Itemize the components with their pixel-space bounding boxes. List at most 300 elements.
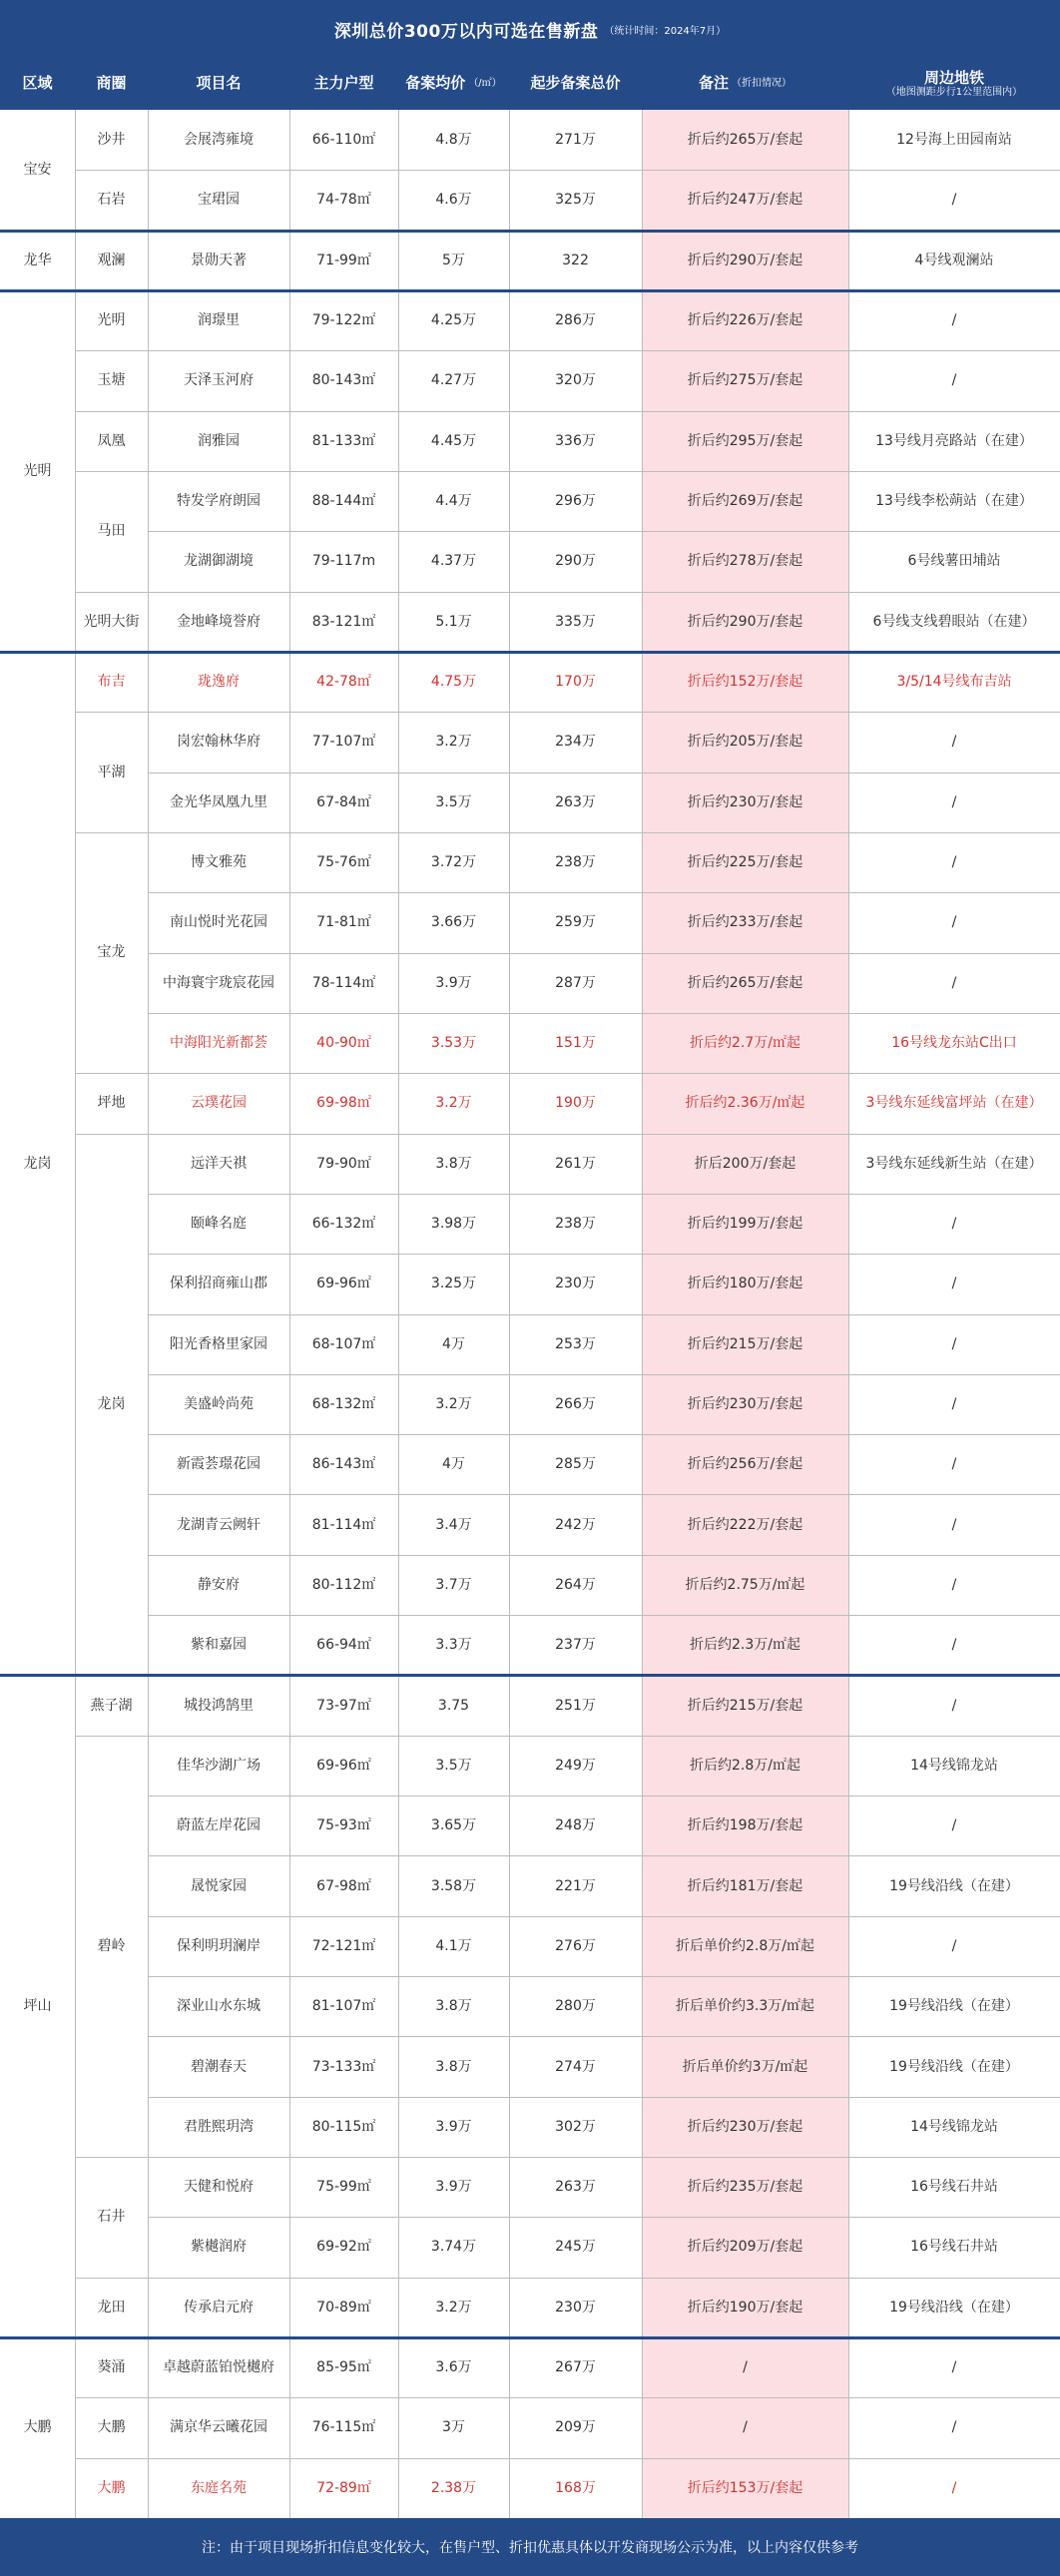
header-metro-note: （地图测距步行1公里范围内） — [885, 86, 1023, 98]
discount-remark-cell — [642, 2397, 848, 2457]
project-name: 特发学府朗园 — [177, 493, 261, 510]
title-note: （统计时间：2024年7月） — [604, 25, 727, 37]
start-total-price-cell — [509, 1434, 642, 1494]
row-divider — [148, 1254, 1060, 1255]
main-layout: 72-89㎡ — [316, 2479, 371, 2496]
start-total-price-cell — [509, 2397, 642, 2457]
avg-price-cell — [398, 773, 509, 832]
avg-price: 3.5万 — [435, 793, 472, 810]
nearby-metro: 4号线观澜站 — [914, 252, 994, 268]
project-name: 静安府 — [198, 1576, 240, 1593]
region-cell — [0, 290, 75, 652]
project-name-cell — [148, 652, 289, 712]
avg-price-cell — [398, 1134, 509, 1194]
main-layout-cell — [289, 1615, 398, 1675]
nearby-metro: 3/5/14号线布吉站 — [896, 674, 1012, 691]
start-total-price: 230万 — [555, 2299, 596, 2316]
area-cell — [75, 1134, 148, 1676]
avg-price: 4万 — [442, 1456, 465, 1473]
start-total-price-cell — [509, 1013, 642, 1073]
project-name: 天泽玉河府 — [184, 372, 254, 389]
area-name: 坪地 — [97, 1095, 126, 1112]
footer-note: 注：由于项目现场折扣信息变化较大，在售户型、折扣优惠具体以开发商现场公示为准，以上内容仅供参考 — [0, 2518, 1060, 2576]
avg-price-cell — [398, 2458, 509, 2518]
nearby-metro-cell — [848, 170, 1060, 230]
nearby-metro-cell — [848, 1134, 1060, 1194]
title-bar — [0, 0, 1060, 58]
row-divider — [148, 1434, 1060, 1435]
project-name: 蔚蓝左岸花园 — [177, 1817, 261, 1834]
project-name: 颐峰名庭 — [191, 1215, 247, 1232]
avg-price-cell — [398, 110, 509, 170]
discount-remark: 折后约152万/套起 — [687, 674, 803, 691]
avg-price: 3.53万 — [430, 1034, 477, 1051]
discount-remark-cell — [642, 110, 848, 170]
nearby-metro: 16号线石井站 — [910, 2239, 998, 2256]
avg-price: 3.9万 — [435, 2118, 472, 2135]
project-name: 紫和嘉园 — [191, 1637, 247, 1654]
discount-remark: 折后约2.75万/㎡起 — [685, 1576, 805, 1593]
nearby-metro: 16号线石井站 — [910, 2179, 998, 2196]
discount-remark: 折后约2.8万/㎡起 — [690, 1757, 800, 1774]
avg-price: 3.4万 — [435, 1516, 472, 1533]
avg-price: 4.1万 — [435, 1937, 472, 1954]
avg-price: 3.8万 — [435, 2058, 472, 2075]
start-total-price-cell — [509, 170, 642, 230]
start-total-price: 336万 — [555, 432, 596, 449]
discount-remark-cell — [642, 1194, 848, 1254]
row-divider — [148, 1314, 1060, 1315]
discount-remark-cell — [642, 1615, 848, 1675]
discount-remark-cell — [642, 712, 848, 772]
nearby-metro: / — [951, 793, 957, 810]
discount-remark-cell — [642, 1134, 848, 1194]
avg-price-cell — [398, 2337, 509, 2397]
main-layout: 72-121㎡ — [311, 1937, 376, 1954]
nearby-metro-cell — [848, 1976, 1060, 2036]
nearby-metro-cell — [848, 2036, 1060, 2096]
project-name: 润璟里 — [198, 312, 240, 329]
area-cell — [75, 350, 148, 410]
main-layout-cell — [289, 2097, 398, 2157]
avg-price-cell — [398, 1976, 509, 2036]
discount-remark-cell — [642, 471, 848, 531]
nearby-metro: 16号线龙东站C出口 — [891, 1034, 1017, 1051]
start-total-price-cell — [509, 892, 642, 952]
area-name: 葵涌 — [97, 2359, 126, 2376]
project-name-cell — [148, 110, 289, 170]
area-name: 宝龙 — [97, 944, 126, 961]
discount-remark: 折后约180万/套起 — [687, 1276, 803, 1292]
nearby-metro-cell — [848, 592, 1060, 652]
start-total-price-cell — [509, 1194, 642, 1254]
main-layout: 88-144㎡ — [311, 493, 376, 510]
header-remark-label: 备注 — [698, 74, 729, 93]
nearby-metro: / — [951, 1215, 957, 1232]
project-name-cell — [148, 471, 289, 531]
start-total-price-cell — [509, 1494, 642, 1554]
nearby-metro-cell — [848, 1374, 1060, 1434]
main-layout-cell — [289, 2217, 398, 2277]
avg-price-cell — [398, 892, 509, 952]
discount-remark-cell — [642, 592, 848, 652]
main-layout-cell — [289, 1796, 398, 1855]
page-title: 深圳总价300万以内可选在售新盘 — [333, 21, 599, 42]
avg-price: 3.7万 — [435, 1576, 472, 1593]
start-total-price-cell — [509, 2217, 642, 2277]
project-name-cell — [148, 2278, 289, 2337]
main-layout-cell — [289, 1555, 398, 1615]
start-total-price-cell — [509, 1254, 642, 1313]
region-cell — [0, 110, 75, 231]
main-layout-cell — [289, 652, 398, 712]
avg-price: 3.6万 — [435, 2359, 472, 2376]
main-layout: 75-99㎡ — [316, 2179, 371, 2196]
avg-price-cell — [398, 411, 509, 471]
nearby-metro-cell — [848, 231, 1060, 290]
discount-remark-cell — [642, 2217, 848, 2277]
avg-price: 3.66万 — [430, 914, 477, 931]
row-divider — [75, 592, 1060, 593]
main-layout: 76-115㎡ — [311, 2419, 376, 2436]
row-divider — [148, 1916, 1060, 1917]
discount-remark-cell — [642, 2458, 848, 2518]
start-total-price-cell — [509, 1796, 642, 1855]
main-layout-cell — [289, 1314, 398, 1374]
discount-remark-cell — [642, 1494, 848, 1554]
area-name: 龙岗 — [97, 1395, 126, 1412]
main-layout-cell — [289, 712, 398, 772]
main-layout: 81-133㎡ — [311, 432, 376, 449]
header-region — [0, 58, 75, 110]
main-layout-cell — [289, 1736, 398, 1796]
nearby-metro: 13号线李松蒴站（在建） — [875, 493, 1033, 510]
nearby-metro-cell — [848, 1675, 1060, 1735]
nearby-metro: / — [951, 1817, 957, 1834]
region-name: 龙华 — [23, 252, 52, 268]
nearby-metro-cell — [848, 1434, 1060, 1494]
start-total-price-cell — [509, 1736, 642, 1796]
avg-price-cell — [398, 1796, 509, 1855]
listing-table — [0, 58, 1060, 2518]
discount-remark-cell — [642, 1675, 848, 1735]
main-layout: 79-117m — [311, 553, 376, 570]
discount-remark-cell — [642, 953, 848, 1013]
main-layout-cell — [289, 1194, 398, 1254]
project-name: 金地峰境誉府 — [177, 613, 261, 630]
start-total-price: 302万 — [555, 2118, 596, 2135]
discount-remark: 折后约233万/套起 — [687, 914, 803, 931]
header-avg-price — [398, 58, 509, 110]
nearby-metro-cell — [848, 1916, 1060, 1976]
start-total-price-cell — [509, 1134, 642, 1194]
start-total-price: 325万 — [555, 192, 596, 209]
avg-price-cell — [398, 531, 509, 591]
header-avg-price-label: 备案均价 — [405, 74, 466, 93]
discount-remark: 折后约230万/套起 — [687, 793, 803, 810]
project-name: 新霞荟璟花园 — [177, 1456, 261, 1473]
project-name: 佳华沙湖广场 — [177, 1757, 261, 1774]
row-divider — [75, 1134, 1060, 1135]
nearby-metro-cell — [848, 1494, 1060, 1554]
avg-price-cell — [398, 652, 509, 712]
nearby-metro: 6号线支线碧眼站（在建） — [872, 613, 1036, 630]
avg-price-cell — [398, 471, 509, 531]
nearby-metro-cell — [848, 2458, 1060, 2518]
nearby-metro: / — [951, 974, 957, 991]
area-cell — [75, 652, 148, 712]
project-name: 深业山水东城 — [177, 1998, 261, 2015]
start-total-price: 253万 — [555, 1335, 596, 1352]
avg-price: 3.8万 — [435, 1998, 472, 2015]
nearby-metro-cell — [848, 1736, 1060, 1796]
region-name: 大鹏 — [23, 2419, 52, 2436]
project-name-cell — [148, 2036, 289, 2096]
start-total-price-cell — [509, 1675, 642, 1735]
discount-remark-cell — [642, 170, 848, 230]
region-name: 光明 — [23, 462, 52, 479]
main-layout-cell — [289, 2458, 398, 2518]
header-remark — [642, 58, 848, 110]
avg-price: 3.2万 — [435, 1395, 472, 1412]
nearby-metro: / — [951, 1697, 957, 1714]
start-total-price: 209万 — [555, 2419, 596, 2436]
project-name-cell — [148, 290, 289, 350]
main-layout-cell — [289, 1254, 398, 1313]
area-cell — [75, 2337, 148, 2397]
main-layout-cell — [289, 592, 398, 652]
project-name-cell — [148, 2397, 289, 2457]
discount-remark-cell — [642, 832, 848, 892]
avg-price-cell — [398, 1855, 509, 1915]
start-total-price: 274万 — [555, 2058, 596, 2075]
avg-price: 3.75 — [437, 1697, 470, 1714]
start-total-price: 221万 — [555, 1877, 596, 1894]
header-metro-label: 周边地铁 — [923, 68, 984, 87]
area-cell — [75, 110, 148, 170]
project-name: 远洋天祺 — [191, 1155, 247, 1172]
nearby-metro-cell — [848, 1013, 1060, 1073]
nearby-metro: / — [951, 1276, 957, 1292]
row-divider — [75, 2278, 1060, 2279]
header-metro — [848, 58, 1060, 110]
discount-remark: 折后约247万/套起 — [687, 192, 803, 209]
start-total-price-cell — [509, 1314, 642, 1374]
nearby-metro: / — [951, 1395, 957, 1412]
row-divider — [75, 2458, 1060, 2459]
main-layout: 80-143㎡ — [311, 372, 376, 389]
nearby-metro-cell — [848, 2278, 1060, 2337]
project-name-cell — [148, 953, 289, 1013]
nearby-metro-cell — [848, 2217, 1060, 2277]
discount-remark: 折后约275万/套起 — [687, 372, 803, 389]
start-total-price: 335万 — [555, 613, 596, 630]
nearby-metro: / — [951, 312, 957, 329]
nearby-metro: / — [951, 854, 957, 870]
main-layout: 69-98㎡ — [316, 1095, 371, 1112]
nearby-metro: 6号线薯田埔站 — [907, 553, 1001, 570]
start-total-price: 245万 — [555, 2239, 596, 2256]
main-layout-cell — [289, 892, 398, 952]
avg-price: 3.3万 — [435, 1637, 472, 1654]
row-divider — [75, 471, 1060, 472]
avg-price-cell — [398, 2157, 509, 2217]
discount-remark-cell — [642, 1796, 848, 1855]
avg-price: 4.8万 — [435, 132, 472, 149]
discount-remark: 折后约226万/套起 — [687, 312, 803, 329]
avg-price-cell — [398, 231, 509, 290]
nearby-metro: 19号线沿线（在建） — [889, 2058, 1019, 2075]
discount-remark: 折后单价约3.3万/㎡起 — [676, 1998, 814, 2015]
header-region-label: 区域 — [22, 74, 53, 93]
start-total-price: 248万 — [555, 1817, 596, 1834]
project-name-cell — [148, 2458, 289, 2518]
project-name: 博文雅苑 — [191, 854, 247, 870]
main-layout: 75-93㎡ — [316, 1817, 371, 1834]
avg-price: 3.72万 — [430, 854, 477, 870]
area-cell — [75, 2157, 148, 2278]
project-name-cell — [148, 1615, 289, 1675]
main-layout-cell — [289, 1073, 398, 1133]
discount-remark: 折后约198万/套起 — [687, 1817, 803, 1834]
avg-price: 3.58万 — [430, 1877, 477, 1894]
start-total-price-cell — [509, 953, 642, 1013]
discount-remark: 折后约269万/套起 — [687, 493, 803, 510]
main-layout-cell — [289, 1013, 398, 1073]
avg-price-cell — [398, 1916, 509, 1976]
project-name-cell — [148, 832, 289, 892]
nearby-metro-cell — [848, 1855, 1060, 1915]
discount-remark: 折后约265万/套起 — [687, 132, 803, 149]
avg-price-cell — [398, 1194, 509, 1254]
nearby-metro: 12号海上田园南站 — [896, 132, 1012, 149]
start-total-price: 249万 — [555, 1757, 596, 1774]
row-divider — [148, 1855, 1060, 1856]
nearby-metro: / — [951, 1576, 957, 1593]
main-layout: 68-107㎡ — [311, 1335, 376, 1352]
start-total-price-cell — [509, 2036, 642, 2096]
row-divider — [148, 953, 1060, 954]
main-layout: 80-115㎡ — [311, 2118, 376, 2135]
main-layout: 69-96㎡ — [316, 1757, 371, 1774]
project-name: 会展湾雍境 — [184, 132, 254, 149]
start-total-price-cell — [509, 2337, 642, 2397]
discount-remark: 折后约2.7万/㎡起 — [690, 1034, 800, 1051]
project-name-cell — [148, 712, 289, 772]
row-divider — [148, 892, 1060, 893]
main-layout: 67-98㎡ — [316, 1877, 371, 1894]
nearby-metro-cell — [848, 110, 1060, 170]
discount-remark: 折后约215万/套起 — [687, 1335, 803, 1352]
project-name: 保利招商雍山郡 — [170, 1276, 267, 1292]
discount-remark: 折后约295万/套起 — [687, 432, 803, 449]
nearby-metro-cell — [848, 471, 1060, 531]
project-name: 润雅园 — [198, 432, 240, 449]
main-layout: 66-110㎡ — [311, 132, 376, 149]
area-cell — [75, 170, 148, 230]
avg-price-cell — [398, 1434, 509, 1494]
area-cell — [75, 290, 148, 350]
discount-remark-cell — [642, 1855, 848, 1915]
avg-price: 4.75万 — [430, 674, 477, 691]
nearby-metro-cell — [848, 350, 1060, 410]
main-layout: 73-97㎡ — [316, 1697, 371, 1714]
nearby-metro: / — [951, 192, 957, 209]
area-name: 石井 — [97, 2209, 126, 2226]
discount-remark-cell — [642, 2157, 848, 2217]
nearby-metro: 19号线沿线（在建） — [889, 2299, 1019, 2316]
nearby-metro-cell — [848, 773, 1060, 832]
project-name-cell — [148, 170, 289, 230]
start-total-price: 266万 — [555, 1395, 596, 1412]
discount-remark: 折后约256万/套起 — [687, 1456, 803, 1473]
avg-price-cell — [398, 1073, 509, 1133]
avg-price: 5.1万 — [435, 613, 472, 630]
project-name-cell — [148, 1073, 289, 1133]
area-cell — [75, 411, 148, 471]
discount-remark-cell — [642, 2097, 848, 2157]
row-divider — [75, 170, 1060, 171]
avg-price: 3.2万 — [435, 734, 472, 751]
main-layout-cell — [289, 471, 398, 531]
discount-remark: 折后约205万/套起 — [687, 734, 803, 751]
nearby-metro-cell — [848, 652, 1060, 712]
nearby-metro-cell — [848, 1073, 1060, 1133]
discount-remark: 折后单价约2.8万/㎡起 — [676, 1937, 814, 1954]
project-name-cell — [148, 1675, 289, 1735]
project-name-cell — [148, 892, 289, 952]
avg-price: 4万 — [442, 1335, 465, 1352]
discount-remark: 折后单价约3万/㎡起 — [682, 2058, 808, 2075]
project-name-cell — [148, 2157, 289, 2217]
start-total-price: 259万 — [555, 914, 596, 931]
project-name: 龙湖青云阙轩 — [177, 1516, 261, 1533]
project-name: 碧潮春天 — [191, 2058, 247, 2075]
row-divider — [148, 2097, 1060, 2098]
area-cell — [75, 231, 148, 290]
nearby-metro: / — [951, 2479, 957, 2496]
nearby-metro: 3号线东延线富坪站（在建） — [865, 1095, 1043, 1112]
project-name: 晟悦家园 — [191, 1877, 247, 1894]
discount-remark: 折后约222万/套起 — [687, 1516, 803, 1533]
row-divider — [75, 2397, 1060, 2398]
project-name-cell — [148, 1194, 289, 1254]
avg-price-cell — [398, 1555, 509, 1615]
row-divider — [148, 1374, 1060, 1375]
area-name: 光明大街 — [83, 613, 140, 630]
project-name-cell — [148, 592, 289, 652]
project-name: 南山悦时光花园 — [170, 914, 267, 931]
discount-remark-cell — [642, 350, 848, 410]
nearby-metro-cell — [848, 2097, 1060, 2157]
project-name: 美盛岭尚苑 — [184, 1395, 254, 1412]
main-layout: 69-96㎡ — [316, 1276, 371, 1292]
row-divider — [148, 1615, 1060, 1616]
discount-remark-cell — [642, 773, 848, 832]
area-cell — [75, 471, 148, 592]
area-name: 大鹏 — [97, 2479, 126, 2496]
avg-price: 4.6万 — [435, 192, 472, 209]
discount-remark: 折后200万/套起 — [694, 1155, 796, 1172]
area-cell — [75, 2278, 148, 2337]
project-name: 龙湖御湖境 — [184, 553, 254, 570]
start-total-price-cell — [509, 411, 642, 471]
main-layout: 68-132㎡ — [311, 1395, 376, 1412]
row-divider — [148, 531, 1060, 532]
area-name: 大鹏 — [97, 2419, 126, 2436]
project-name-cell — [148, 1314, 289, 1374]
nearby-metro: 3号线东延线新生站（在建） — [865, 1155, 1043, 1172]
